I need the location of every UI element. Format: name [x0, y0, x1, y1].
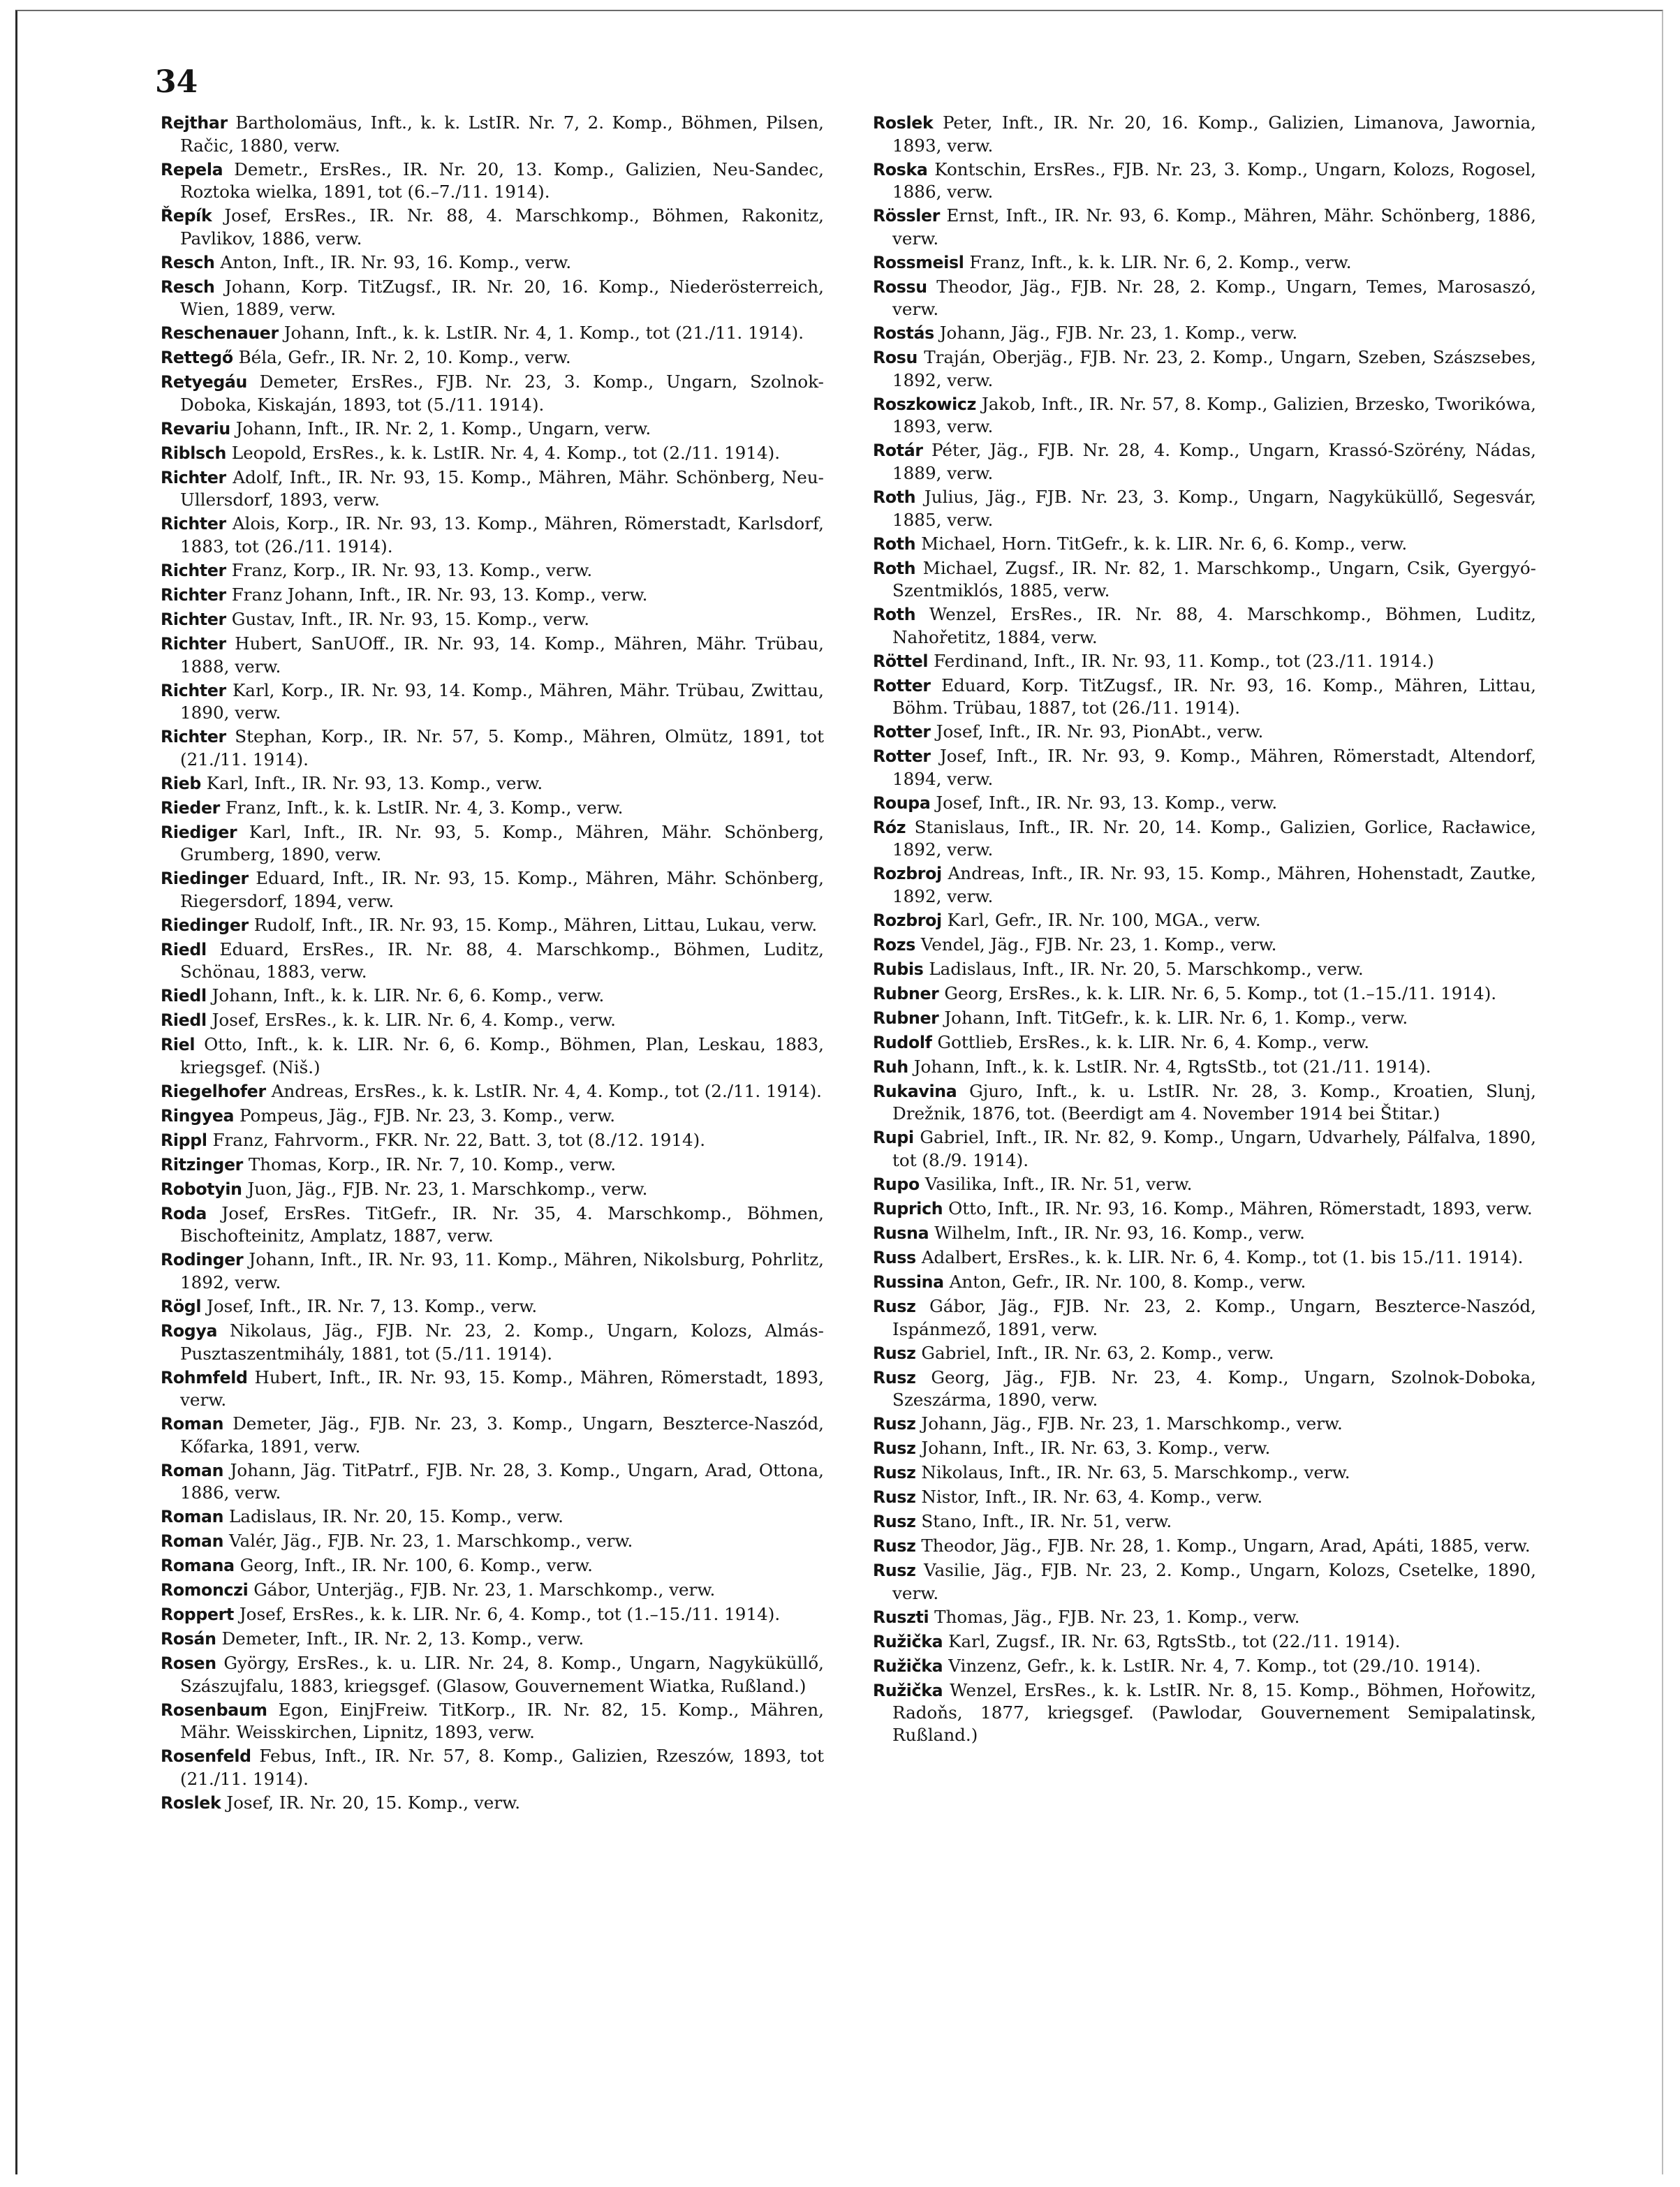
entry-details: Georg, Jäg., FJB. Nr. 23, 4. Komp., Ungarn, Szolnok-Doboka, Szeszárma, 1890, verw.: [892, 1367, 1537, 1411]
list-entry: [873, 1535, 1536, 1558]
entry-surname: Richter: [161, 680, 226, 700]
list-entry: [161, 322, 824, 345]
entry-details: Georg, ErsRes., k. k. LIR. Nr. 6, 5. Komp., tot (1.–15./11. 1914).: [944, 982, 1497, 1003]
entry-surname: Rupi: [873, 1128, 914, 1148]
list-entry: [873, 1173, 1536, 1196]
entry-surname: Roda: [161, 1203, 207, 1223]
entry-surname: Rubner: [873, 1008, 939, 1028]
list-entry: [161, 251, 824, 274]
entry-surname: Rieb: [161, 773, 201, 793]
list-entry: [161, 1154, 824, 1177]
entry-details: Josef, ErsRes., k. k. LIR. Nr. 6, 4. Komp., verw.: [212, 1010, 616, 1031]
entry-details: Traján, Oberjäg., FJB. Nr. 23, 2. Komp., Ungarn, Szeben, Szászsebes, 1892, verw.: [892, 347, 1536, 390]
entry-surname: Roth: [873, 558, 916, 578]
entry-details: Adolf, Inft., IR. Nr. 93, 15. Komp., Mähren, Mähr. Schönberg, Neu-Ullersdorf, 1893, verw.: [180, 466, 824, 510]
entry-details: Franz, Korp., IR. Nr. 93, 13. Komp., verw.: [231, 559, 593, 580]
entry-details: Jakob, Inft., IR. Nr. 57, 8. Komp., Galizien, Brzesko, Tworikówa, 1893, verw.: [892, 393, 1536, 437]
entry-details: Karl, Inft., IR. Nr. 93, 13. Komp., verw.: [206, 772, 543, 793]
entry-surname: Rosán: [161, 1629, 216, 1649]
entry-surname: Róz: [873, 817, 906, 837]
list-entry: [161, 867, 824, 912]
entry-details: Theodor, Jäg., FJB. Nr. 28, 1. Komp., Ungarn, Arad, Apáti, 1885, verw.: [921, 1536, 1531, 1556]
entry-details: Leopold, ErsRes., k. k. LstIR. Nr. 4, 4. Komp., tot (2./11. 1914).: [231, 442, 781, 463]
entry-details: Egon, EinjFreiw. TitKorp., IR. Nr. 82, 15. Komp., Mähren, Mähr. Weisskirchen, Lipnitz, 1893, verw.: [180, 1699, 824, 1743]
list-entry: [873, 1246, 1536, 1269]
entry-surname: Richter: [161, 727, 226, 747]
list-entry: [161, 1603, 824, 1626]
entry-surname: Ritzinger: [161, 1154, 243, 1174]
entry-details: Juon, Jäg., FJB. Nr. 23, 1. Marschkomp., verw.: [247, 1178, 648, 1199]
list-entry: [161, 1129, 824, 1152]
list-entry: [161, 1367, 824, 1411]
entry-details: Nistor, Inft., IR. Nr. 63, 4. Komp., verw.: [921, 1487, 1263, 1508]
list-entry: [161, 1792, 824, 1815]
entry-surname: Roman: [161, 1507, 224, 1527]
entry-surname: Rusz: [873, 1438, 916, 1459]
list-entry: [161, 1652, 824, 1697]
entry-details: Ferdinand, Inft., IR. Nr. 93, 11. Komp., tot (23./11. 1914.): [934, 650, 1434, 671]
entry-surname: Rieder: [161, 797, 220, 818]
entry-details: Josef, ErsRes., k. k. LIR. Nr. 6, 4. Komp., tot (1.–15./11. 1914).: [239, 1604, 781, 1625]
entry-surname: Rudolf: [873, 1032, 932, 1052]
entry-surname: Riedl: [161, 986, 207, 1006]
entry-details: Johann, Jäg., FJB. Nr. 23, 1. Komp., verw.: [939, 323, 1298, 344]
entry-details: Nikolaus, Jäg., FJB. Nr. 23, 2. Komp., Ungarn, Kolozs, Almás-Pusztaszentmihály, 1881, tot (5./11. 1914).: [180, 1320, 824, 1364]
page-number: 34: [155, 64, 198, 100]
list-entry: [161, 418, 824, 441]
list-entry: [873, 862, 1536, 907]
entry-surname: Russina: [873, 1272, 944, 1292]
list-entry: [873, 1679, 1536, 1746]
list-entry: [161, 1033, 824, 1078]
entry-surname: Rippl: [161, 1130, 207, 1150]
entry-details: Josef, ErsRes. TitGefr., IR. Nr. 35, 4. Marschkomp., Böhmen, Bischofteinitz, Amplatz, 1887, verw.: [180, 1202, 824, 1246]
entry-details: Johann, Korp. TitZugsf., IR. Nr. 20, 16. Komp., Niederösterreich, Wien, 1889, verw.: [180, 276, 824, 320]
list-entry: [873, 909, 1536, 932]
list-entry: [873, 251, 1536, 274]
entry-surname: Riedinger: [161, 869, 249, 889]
entry-surname: Rotter: [873, 746, 931, 767]
entry-surname: Rodinger: [161, 1250, 244, 1270]
entry-surname: Rettegő: [161, 348, 233, 368]
entry-surname: Rusz: [873, 1536, 916, 1556]
list-entry: [161, 1628, 824, 1651]
list-entry: [873, 1606, 1536, 1629]
entry-details: Georg, Inft., IR. Nr. 100, 6. Komp., verw.: [240, 1555, 593, 1576]
entry-details: György, ErsRes., k. u. LIR. Nr. 24, 8. Komp., Ungarn, Nagyküküllő, Szászujfalu, 1883, kriegsgef. (Glasow, Gouvernement Wiatka, Rußland.): [180, 1653, 824, 1696]
entry-surname: Richter: [161, 633, 226, 654]
entry-surname: Roslek: [161, 1792, 221, 1813]
entry-surname: Rusz: [873, 1296, 916, 1316]
entry-details: Andreas, Inft., IR. Nr. 93, 15. Komp., Mähren, Hohenstadt, Zautke, 1892, verw.: [892, 863, 1536, 907]
entry-surname: Rubner: [873, 983, 939, 1003]
list-entry: [873, 745, 1536, 790]
entry-surname: Ružička: [873, 1656, 943, 1676]
entry-details: Ladislaus, Inft., IR. Nr. 20, 5. Marschkomp., verw.: [929, 958, 1364, 979]
entry-details: Johann, Inft., k. k. LstIR. Nr. 4, 1. Komp., tot (21./11. 1914).: [283, 323, 804, 344]
entry-surname: Rusz: [873, 1414, 916, 1434]
list-entry: [873, 1126, 1536, 1171]
entry-surname: Rosenfeld: [161, 1746, 251, 1767]
entry-surname: Resch: [161, 252, 215, 272]
list-entry: [161, 1009, 824, 1032]
left-column: [161, 112, 824, 1816]
entry-surname: Rusz: [873, 1487, 916, 1508]
entry-surname: Rosu: [873, 348, 918, 368]
entry-surname: Rotár: [873, 441, 923, 461]
list-entry: [873, 1342, 1536, 1365]
entry-details: Hubert, SanUOff., IR. Nr. 93, 14. Komp., Mähren, Mähr. Trübau, 1888, verw.: [180, 633, 824, 677]
entry-details: Theodor, Jäg., FJB. Nr. 28, 2. Komp., Ungarn, Temes, Marosaszó, verw.: [892, 276, 1536, 320]
entry-surname: Robotyin: [161, 1179, 242, 1199]
entry-surname: Resch: [161, 277, 215, 297]
entry-details: Gjuro, Inft., k. u. LstIR. Nr. 28, 3. Komp., Kroatien, Slunj, Drežnik, 1876, tot. (Beerdigt am 4. November 1914 bei Štitar.): [892, 1080, 1536, 1124]
entry-details: Adalbert, ErsRes., k. k. LIR. Nr. 6, 4. Komp., tot (1. bis 15./11. 1914).: [921, 1247, 1524, 1267]
list-entry: [873, 1630, 1536, 1654]
entry-details: Demeter, Jäg., FJB. Nr. 23, 3. Komp., Ungarn, Beszterce-Naszód, Kőfarka, 1891, verw.: [180, 1413, 825, 1457]
list-entry: [873, 112, 1536, 156]
entry-details: Anton, Gefr., IR. Nr. 100, 8. Komp., verw.: [949, 1271, 1306, 1292]
list-entry: [161, 914, 824, 937]
entry-surname: Romana: [161, 1556, 235, 1576]
entry-surname: Rusz: [873, 1512, 916, 1532]
entry-details: Pompeus, Jäg., FJB. Nr. 23, 3. Komp., verw.: [239, 1105, 616, 1126]
entry-details: Stano, Inft., IR. Nr. 51, verw.: [921, 1511, 1172, 1532]
list-entry: [161, 1295, 824, 1318]
list-entry: [161, 559, 824, 582]
entry-surname: Richter: [161, 514, 226, 534]
entry-surname: Roska: [873, 159, 928, 179]
entry-surname: Rusna: [873, 1223, 929, 1244]
list-entry: [873, 486, 1536, 531]
entry-surname: Rögl: [161, 1296, 202, 1316]
list-entry: [873, 322, 1536, 345]
entry-details: Nikolaus, Inft., IR. Nr. 63, 5. Marschkomp., verw.: [921, 1462, 1350, 1483]
list-entry: [161, 1530, 824, 1553]
entry-surname: Riedinger: [161, 915, 249, 935]
entry-details: Alois, Korp., IR. Nr. 93, 13. Komp., Mähren, Römerstadt, Karlsdorf, 1883, tot (26./11. 1914).: [180, 513, 824, 557]
entry-surname: Richter: [161, 584, 226, 605]
entry-details: Wilhelm, Inft., IR. Nr. 93, 16. Komp., verw.: [934, 1223, 1305, 1244]
entry-surname: Riedl: [161, 1010, 207, 1031]
list-entry: [161, 112, 824, 156]
entry-surname: Roth: [873, 605, 916, 625]
list-entry: [161, 442, 824, 465]
entry-details: Franz Johann, Inft., IR. Nr. 93, 13. Komp., verw.: [231, 584, 648, 605]
list-entry: [161, 1745, 824, 1790]
entry-surname: Richter: [161, 467, 226, 487]
entry-details: Demetr., ErsRes., IR. Nr. 20, 13. Komp., Galizien, Neu-Sandec, Roztoka wielka, 1891, tot (6.–7./11. 1914).: [180, 159, 825, 202]
entry-details: Josef, Inft., IR. Nr. 93, 9. Komp., Mähren, Römerstadt, Altendorf, 1894, verw.: [892, 746, 1536, 789]
entry-details: Karl, Zugsf., IR. Nr. 63, RgtsStb., tot (22./11. 1914).: [948, 1630, 1401, 1651]
list-entry: [161, 679, 824, 724]
entry-details: Péter, Jäg., FJB. Nr. 28, 4. Komp., Ungarn, Krassó-Szörény, Nádas, 1889, verw.: [892, 440, 1536, 484]
entry-surname: Roman: [161, 1414, 224, 1434]
entry-surname: Roth: [873, 533, 916, 554]
list-entry: [161, 797, 824, 820]
entry-surname: Ruprich: [873, 1199, 943, 1219]
entry-details: Wenzel, ErsRes., IR. Nr. 88, 4. Marschkomp., Böhmen, Luditz, Nahořetitz, 1884, verw.: [892, 604, 1536, 647]
entry-details: Stanislaus, Inft., IR. Nr. 20, 14. Komp., Galizien, Gorlice, Racławice, 1892, verw.: [892, 816, 1536, 860]
entry-surname: Romonczi: [161, 1580, 249, 1600]
entry-details: Stephan, Korp., IR. Nr. 57, 5. Komp., Mähren, Olmütz, 1891, tot (21./11. 1914).: [180, 726, 824, 770]
entry-details: Johann, Inft., IR. Nr. 93, 11. Komp., Mähren, Nikolsburg, Pohrlitz, 1892, verw.: [180, 1249, 824, 1293]
list-entry: [161, 466, 824, 511]
entry-details: Gabriel, Inft., IR. Nr. 63, 2. Komp., verw.: [921, 1342, 1274, 1363]
entry-details: Otto, Inft., IR. Nr. 93, 16. Komp., Mähren, Römerstadt, 1893, verw.: [948, 1198, 1533, 1219]
list-entry: [873, 557, 1536, 602]
list-entry: [873, 1271, 1536, 1294]
list-entry: [161, 772, 824, 795]
entry-surname: Rossmeisl: [873, 252, 964, 272]
entry-surname: Roupa: [873, 793, 931, 813]
list-entry: [161, 1554, 824, 1577]
entry-surname: Rotter: [873, 722, 931, 742]
entry-details: Gabriel, Inft., IR. Nr. 82, 9. Komp., Ungarn, Udvarhely, Pálfalva, 1890, tot (8./9. 1914).: [892, 1127, 1536, 1171]
list-entry: [161, 726, 824, 770]
list-entry: [161, 159, 824, 203]
list-entry: [873, 934, 1536, 957]
list-entry: [161, 1249, 824, 1293]
list-entry: [161, 1105, 824, 1128]
list-entry: [873, 276, 1536, 321]
entry-surname: Rostás: [873, 323, 934, 344]
entry-details: Johann, Inft. TitGefr., k. k. LIR. Nr. 6, 1. Komp., verw.: [944, 1007, 1408, 1028]
list-entry: [873, 1413, 1536, 1436]
entry-details: Peter, Inft., IR. Nr. 20, 16. Komp., Galizien, Limanova, Jawornia, 1893, verw.: [892, 112, 1536, 156]
list-entry: [873, 675, 1536, 719]
entry-surname: Revariu: [161, 418, 230, 439]
list-entry: [161, 1202, 824, 1247]
list-entry: [873, 533, 1536, 556]
entry-details: Gábor, Unterjäg., FJB. Nr. 23, 1. Marschkomp., verw.: [253, 1580, 716, 1600]
entry-surname: Roman: [161, 1460, 224, 1480]
entry-details: Karl, Inft., IR. Nr. 93, 5. Komp., Mähren, Mähr. Schönberg, Grumberg, 1890, verw.: [180, 821, 824, 865]
entry-details: Josef, Inft., IR. Nr. 93, 13. Komp., verw.: [936, 792, 1278, 813]
entry-details: Michael, Horn. TitGefr., k. k. LIR. Nr. 6, 6. Komp., verw.: [921, 533, 1408, 554]
entry-surname: Rotter: [873, 675, 931, 695]
entry-details: Bartholomäus, Inft., k. k. LstIR. Nr. 7, 2. Komp., Böhmen, Pilsen, Račic, 1880, verw.: [180, 112, 824, 156]
list-entry: [161, 371, 824, 415]
entry-details: Thomas, Korp., IR. Nr. 7, 10. Komp., verw.: [248, 1154, 617, 1174]
entry-details: Andreas, ErsRes., k. k. LstIR. Nr. 4, 4. Komp., tot (2./11. 1914).: [271, 1080, 822, 1101]
entry-details: Kontschin, ErsRes., FJB. Nr. 23, 3. Komp., Ungarn, Kolozs, Rogosel, 1886, verw.: [892, 159, 1536, 202]
entry-surname: Ružička: [873, 1631, 943, 1651]
entry-details: Vinzenz, Gefr., k. k. LstIR. Nr. 4, 7. Komp., tot (29./10. 1914).: [948, 1655, 1481, 1676]
entry-surname: Rosenbaum: [161, 1700, 267, 1720]
list-entry: [161, 1699, 824, 1744]
list-entry: [873, 1559, 1536, 1604]
list-entry: [873, 159, 1536, 203]
list-entry: [873, 439, 1536, 484]
list-entry: [873, 1080, 1536, 1125]
entry-surname: Riediger: [161, 822, 237, 842]
entry-details: Vasilika, Inft., IR. Nr. 51, verw.: [924, 1174, 1193, 1195]
entry-details: Johann, Inft., IR. Nr. 63, 3. Komp., verw.: [921, 1438, 1271, 1459]
entry-details: Gábor, Jäg., FJB. Nr. 23, 2. Komp., Ungarn, Beszterce-Naszód, Ispánmező, 1891, verw.: [892, 1295, 1536, 1339]
entry-surname: Roszkowicz: [873, 394, 977, 414]
list-entry: [161, 1505, 824, 1529]
entry-surname: Řepík: [161, 206, 212, 226]
list-entry: [873, 1655, 1536, 1678]
entry-details: Johann, Inft., IR. Nr. 2, 1. Komp., Ungarn, verw.: [235, 418, 651, 439]
entry-surname: Ruszti: [873, 1607, 929, 1627]
list-entry: [873, 1007, 1536, 1030]
list-entry: [161, 1178, 824, 1201]
entry-details: Ladislaus, IR. Nr. 20, 15. Komp., verw.: [229, 1506, 563, 1527]
list-entry: [161, 346, 824, 369]
entry-surname: Riedl: [161, 939, 207, 959]
entry-surname: Riegelhofer: [161, 1081, 266, 1101]
entry-details: Eduard, Korp. TitZugsf., IR. Nr. 93, 16. Komp., Mähren, Littau, Böhm. Trübau, 1887, tot (26./11. 1914).: [892, 675, 1536, 719]
entry-surname: Rogya: [161, 1320, 218, 1341]
entry-details: Demeter, ErsRes., FJB. Nr. 23, 3. Komp., Ungarn, Szolnok-Doboka, Kiskaján, 1893, tot (5./11. 1914).: [180, 371, 824, 415]
entry-details: Johann, Jäg., FJB. Nr. 23, 1. Marschkomp., verw.: [921, 1413, 1343, 1434]
list-entry: [873, 205, 1536, 249]
entry-details: Valér, Jäg., FJB. Nr. 23, 1. Marschkomp., verw.: [229, 1531, 633, 1552]
list-entry: [873, 721, 1536, 744]
list-entry: [873, 393, 1536, 438]
entry-details: Gottlieb, ErsRes., k. k. LIR. Nr. 6, 4. Komp., verw.: [937, 1031, 1370, 1052]
list-entry: [873, 603, 1536, 648]
entry-surname: Rössler: [873, 206, 941, 226]
list-entry: [161, 633, 824, 677]
list-entry: [873, 1295, 1536, 1340]
entry-surname: Rosen: [161, 1654, 216, 1674]
entry-surname: Richter: [161, 560, 226, 580]
entry-details: Josef, IR. Nr. 20, 15. Komp., verw.: [226, 1792, 521, 1813]
list-entry: [161, 205, 824, 249]
entry-surname: Röttel: [873, 651, 929, 671]
list-entry: [161, 1579, 824, 1602]
entry-surname: Roppert: [161, 1605, 234, 1625]
entry-details: Thomas, Jäg., FJB. Nr. 23, 1. Komp., verw.: [934, 1606, 1300, 1627]
entry-details: Michael, Zugsf., IR. Nr. 82, 1. Marschkomp., Ungarn, Csik, Gyergyó-Szentmiklós, 1885, verw.: [892, 557, 1536, 601]
entry-details: Vasilie, Jäg., FJB. Nr. 23, 2. Komp., Ungarn, Kolozs, Csetelke, 1890, verw.: [892, 1560, 1536, 1603]
entry-surname: Roth: [873, 487, 916, 508]
entry-details: Béla, Gefr., IR. Nr. 2, 10. Komp., verw.: [238, 347, 571, 368]
entry-details: Karl, Gefr., IR. Nr. 100, MGA., verw.: [947, 910, 1261, 930]
right-column: [873, 112, 1536, 1748]
entry-surname: Ruh: [873, 1056, 908, 1077]
entry-surname: Reschenauer: [161, 323, 279, 344]
list-entry: [161, 1413, 824, 1457]
entry-surname: Russ: [873, 1248, 916, 1267]
list-entry: [873, 792, 1536, 815]
entry-details: Eduard, Inft., IR. Nr. 93, 15. Komp., Mähren, Mähr. Schönberg, Riegersdorf, 1894, verw.: [180, 868, 824, 911]
list-entry: [161, 821, 824, 866]
entry-surname: Ringyea: [161, 1105, 235, 1126]
entry-details: Gustav, Inft., IR. Nr. 93, 15. Komp., verw.: [231, 608, 590, 629]
entry-details: Josef, Inft., IR. Nr. 7, 13. Komp., verw.: [206, 1295, 538, 1316]
entry-surname: Roslek: [873, 113, 934, 133]
list-entry: [873, 1222, 1536, 1245]
entry-surname: Ružička: [873, 1680, 943, 1700]
entry-surname: Rubis: [873, 959, 924, 979]
entry-surname: Rusz: [873, 1343, 916, 1363]
entry-details: Franz, Fahrvorm., FKR. Nr. 22, Batt. 3, tot (8./12. 1914).: [212, 1129, 706, 1150]
entry-surname: Riblsch: [161, 443, 226, 463]
list-entry: [873, 1461, 1536, 1485]
list-entry: [873, 1031, 1536, 1054]
list-entry: [161, 1459, 824, 1504]
entry-details: Anton, Inft., IR. Nr. 93, 16. Komp., verw.: [220, 251, 572, 272]
entry-details: Johann, Jäg. TitPatrf., FJB. Nr. 28, 3. Komp., Ungarn, Arad, Ottona, 1886, verw.: [180, 1459, 824, 1503]
entry-surname: Repela: [161, 159, 223, 179]
entry-details: Eduard, ErsRes., IR. Nr. 88, 4. Marschkomp., Böhmen, Luditz, Schönau, 1883, verw.: [180, 938, 824, 982]
list-entry: [873, 1510, 1536, 1533]
entry-details: Johann, Inft., k. k. LIR. Nr. 6, 6. Komp., verw.: [212, 985, 605, 1006]
entry-surname: Rejthar: [161, 113, 228, 133]
list-entry: [161, 608, 824, 631]
list-entry: [873, 346, 1536, 391]
entry-surname: Richter: [161, 609, 226, 629]
list-entry: [873, 982, 1536, 1006]
entry-surname: Rohmfeld: [161, 1367, 248, 1387]
entry-details: Otto, Inft., k. k. LIR. Nr. 6, 6. Komp., Böhmen, Plan, Leskau, 1883, kriegsgef. (Niš.): [180, 1034, 824, 1077]
entry-details: Julius, Jäg., FJB. Nr. 23, 3. Komp., Ungarn, Nagyküküllő, Segesvár, 1885, verw.: [892, 487, 1536, 530]
entry-details: Demeter, Inft., IR. Nr. 2, 13. Komp., verw.: [221, 1628, 584, 1649]
entry-details: Johann, Inft., k. k. LstIR. Nr. 4, RgtsStb., tot (21./11. 1914).: [913, 1056, 1431, 1077]
list-entry: [161, 1320, 824, 1364]
entry-surname: Rusz: [873, 1561, 916, 1581]
entry-details: Franz, Inft., k. k. LstIR. Nr. 4, 3. Komp., verw.: [225, 797, 624, 818]
entry-surname: Rossu: [873, 277, 927, 297]
entry-surname: Rusz: [873, 1367, 916, 1387]
list-entry: [873, 1486, 1536, 1509]
list-entry: [161, 1080, 824, 1103]
list-entry: [161, 938, 824, 983]
entry-surname: Rusz: [873, 1463, 916, 1483]
entry-surname: Rupo: [873, 1174, 920, 1195]
list-entry: [161, 985, 824, 1008]
entry-details: Ernst, Inft., IR. Nr. 93, 6. Komp., Mähren, Mähr. Schönberg, 1886, verw.: [892, 205, 1536, 249]
list-entry: [873, 1056, 1536, 1079]
entry-surname: Rukavina: [873, 1081, 957, 1101]
entry-details: Rudolf, Inft., IR. Nr. 93, 15. Komp., Mähren, Littau, Lukau, verw.: [253, 914, 818, 935]
list-entry: [161, 513, 824, 557]
entry-surname: Rozs: [873, 934, 915, 955]
entry-details: Febus, Inft., IR. Nr. 57, 8. Komp., Galizien, Rzeszów, 1893, tot (21./11. 1914).: [180, 1746, 824, 1789]
list-entry: [161, 584, 824, 607]
entry-details: Hubert, Inft., IR. Nr. 93, 15. Komp., Mähren, Römerstadt, 1893, verw.: [180, 1367, 824, 1411]
list-entry: [873, 1437, 1536, 1460]
list-entry: [161, 276, 824, 321]
list-entry: [873, 1367, 1536, 1411]
entry-details: Franz, Inft., k. k. LIR. Nr. 6, 2. Komp., verw.: [969, 251, 1352, 272]
entry-details: Josef, Inft., IR. Nr. 93, PionAbt., verw.: [936, 721, 1264, 742]
list-entry: [873, 650, 1536, 673]
list-entry: [873, 958, 1536, 981]
entry-surname: Roman: [161, 1531, 224, 1552]
list-entry: [873, 816, 1536, 861]
list-entry: [873, 1198, 1536, 1221]
entry-surname: Riel: [161, 1035, 196, 1055]
entry-details: Wenzel, ErsRes., k. k. LstIR. Nr. 8, 15. Komp., Böhmen, Hořowitz, Radoňs, 1877, kriegsgef. (Pawlodar, Gouvernement Semipalatinsk, Rußland.): [892, 1679, 1536, 1745]
entry-details: Josef, ErsRes., IR. Nr. 88, 4. Marschkomp., Böhmen, Rakonitz, Pavlikov, 1886, verw.: [180, 205, 824, 249]
entry-surname: Retyegáu: [161, 372, 248, 392]
entry-surname: Rozbroj: [873, 864, 942, 884]
entry-details: Vendel, Jäg., FJB. Nr. 23, 1. Komp., verw.: [920, 934, 1277, 955]
entry-details: Karl, Korp., IR. Nr. 93, 14. Komp., Mähren, Mähr. Trübau, Zwittau, 1890, verw.: [180, 679, 824, 723]
entry-surname: Rozbroj: [873, 911, 942, 930]
